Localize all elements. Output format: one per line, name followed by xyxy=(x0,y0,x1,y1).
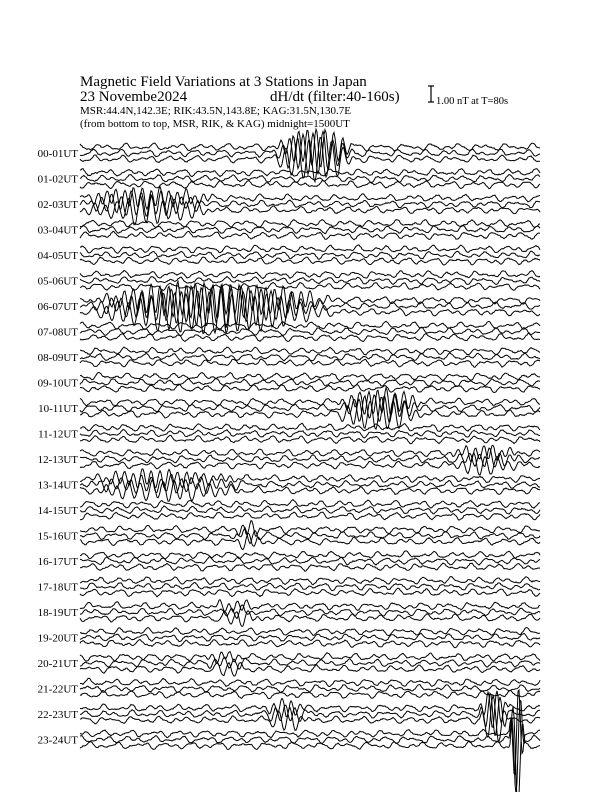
trace-msr xyxy=(80,533,540,550)
trace-msr xyxy=(80,707,540,792)
row-label: 10-11UT xyxy=(38,403,78,415)
trace-msr xyxy=(80,611,540,627)
scale-label: 1.00 nT at T=80s xyxy=(436,96,509,107)
scale-bar xyxy=(428,86,434,102)
order-note: (from bottom to top, MSR, RIK, & KAG) midnight=1500UT xyxy=(80,118,350,130)
row-label: 23-24UT xyxy=(37,734,78,747)
trace-msr xyxy=(80,397,540,429)
trace-msr xyxy=(80,231,540,239)
trace-msr xyxy=(80,512,540,520)
trace-rik xyxy=(80,226,540,234)
trace-kag xyxy=(80,321,540,329)
trace-msr xyxy=(80,180,540,188)
trace-rik xyxy=(80,685,540,693)
row-label: 02-03UT xyxy=(37,199,78,211)
trace-rik xyxy=(80,657,540,669)
row-label: 03-04UT xyxy=(37,224,78,237)
row-label: 16-17UT xyxy=(37,556,78,568)
trace-kag xyxy=(80,652,540,664)
trace-kag xyxy=(80,169,540,177)
trace-kag xyxy=(80,220,540,228)
trace-msr xyxy=(80,588,540,597)
stations-label: MSR:44.4N,142.3E; RIK:43.5N,143.8E; KAG:31.5N,130.7E xyxy=(80,105,352,117)
trace-kag xyxy=(80,347,540,355)
row-label: 14-15UT xyxy=(37,505,78,517)
trace-rik xyxy=(80,395,540,422)
trace-kag xyxy=(80,600,540,612)
trace-msr xyxy=(80,640,540,648)
row-label: 07-08UT xyxy=(37,326,78,339)
row-label: 13-14UT xyxy=(37,479,78,492)
row-label: 00-01UT xyxy=(37,148,78,160)
row-label: 06-07UT xyxy=(37,301,78,313)
trace-kag xyxy=(80,628,540,636)
trace-rik xyxy=(80,429,540,438)
trace-msr xyxy=(80,384,540,392)
trace-kag xyxy=(80,373,540,381)
trace-rik xyxy=(80,693,540,736)
row-label: 21-22UT xyxy=(37,683,78,696)
trace-rik xyxy=(80,633,540,641)
row-label: 19-20UT xyxy=(37,632,78,645)
trace-kag xyxy=(80,271,540,279)
trace-msr xyxy=(80,257,540,265)
trace-rik xyxy=(80,286,540,328)
trace-kag xyxy=(80,678,540,686)
row-label: 22-23UT xyxy=(37,709,78,721)
trace-kag xyxy=(80,500,540,509)
trace-kag xyxy=(80,551,540,559)
trace-rik xyxy=(80,506,540,514)
row-label: 05-06UT xyxy=(37,275,78,288)
row-label: 18-19UT xyxy=(37,607,78,619)
chart-title: Magnetic Field Variations at 3 Stations in Japan xyxy=(80,74,367,90)
row-label: 15-16UT xyxy=(37,530,78,543)
traces xyxy=(80,129,540,792)
trace-rik xyxy=(80,353,540,361)
trace-rik xyxy=(80,277,540,285)
trace-rik xyxy=(80,700,540,792)
date-label: 23 Novembe2024 xyxy=(80,89,188,105)
row-label: 12-13UT xyxy=(37,454,78,466)
trace-msr xyxy=(80,696,540,742)
trace-rik xyxy=(80,251,540,259)
row-label: 01-02UT xyxy=(37,173,78,186)
trace-msr xyxy=(80,333,540,341)
row-label: 09-10UT xyxy=(37,377,78,390)
trace-msr xyxy=(80,283,540,291)
row-labels xyxy=(38,148,79,747)
row-label: 20-21UT xyxy=(37,658,78,670)
trace-kag xyxy=(80,388,540,416)
trace-rik xyxy=(80,175,540,183)
row-label: 04-05UT xyxy=(37,250,78,262)
trace-msr xyxy=(80,435,540,443)
trace-msr xyxy=(80,563,540,571)
trace-kag xyxy=(80,690,540,774)
row-label: 11-12UT xyxy=(38,428,78,441)
quantity-label: dH/dt (filter:40-160s) xyxy=(270,89,400,105)
trace-kag xyxy=(80,245,540,253)
row-label: 17-18UT xyxy=(37,581,78,594)
trace-kag xyxy=(80,423,540,431)
row-label: 08-09UT xyxy=(37,352,78,364)
